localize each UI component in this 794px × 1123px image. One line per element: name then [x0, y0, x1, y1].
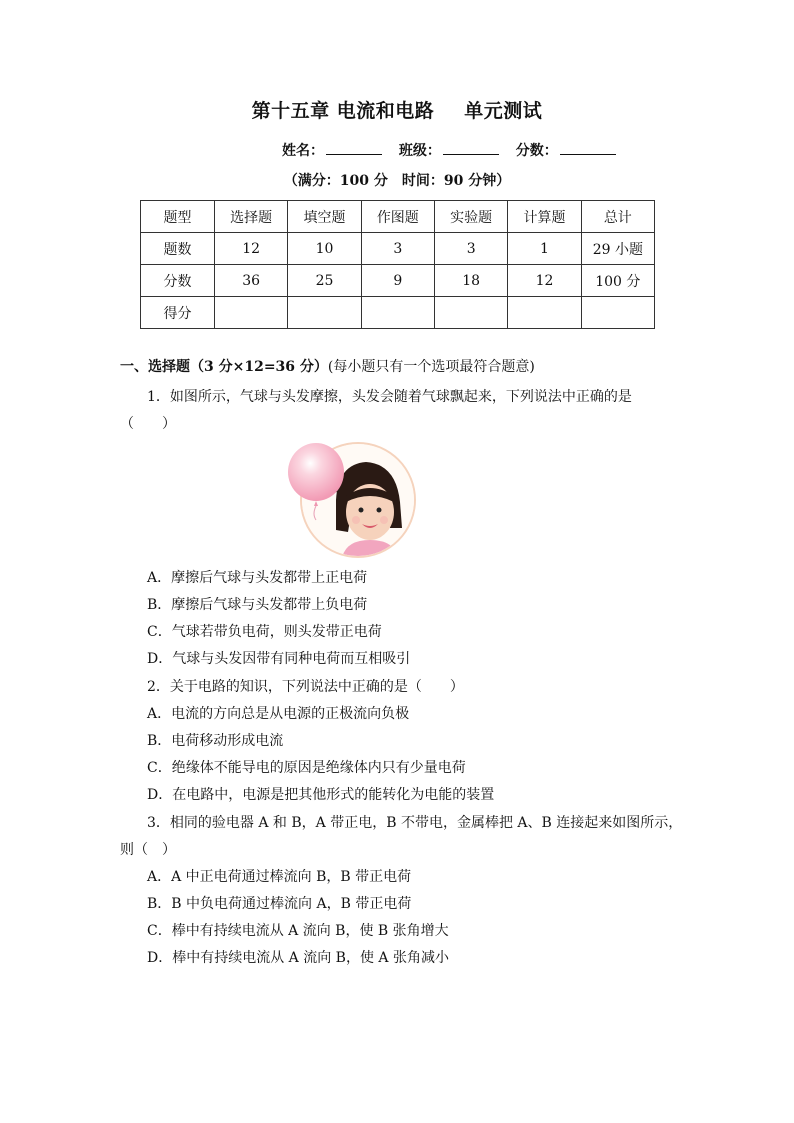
table-cell: 作图题 [361, 201, 434, 233]
section-note: (每小题只有一个选项最符合题意) [327, 359, 535, 375]
table-cell: 选择题 [215, 201, 288, 233]
question-1-option-a[interactable]: A．摩擦后气球与头发都带上正电荷 [147, 570, 368, 586]
page-title [0, 96, 794, 123]
table-row [141, 233, 655, 265]
table-cell: 12 [508, 265, 581, 297]
table-cell: 实验题 [434, 201, 507, 233]
table-cell: 10 [288, 233, 361, 265]
question-3-option-b[interactable]: B．B 中负电荷通过棒流向 A，B 带正电荷 [147, 896, 412, 912]
table-cell: 9 [361, 265, 434, 297]
table-cell: 18 [434, 265, 507, 297]
score-entry-cell[interactable] [434, 297, 507, 329]
table-cell: 3 [361, 233, 434, 265]
question-1-option-b[interactable]: B．摩擦后气球与头发都带上负电荷 [147, 597, 368, 613]
question-2-option-b[interactable]: B．电荷移动形成电流 [147, 733, 284, 749]
question-3-stem: 3．相同的验电器 A 和 B，A 带正电，B 不带电，金属棒把 A、B 连接起来如图所示， [147, 815, 683, 831]
table-cell: 1 [508, 233, 581, 265]
table-cell: 29 小题 [581, 233, 654, 265]
score-blank[interactable] [560, 142, 616, 155]
table-row [141, 265, 655, 297]
name-field: 姓名： [282, 140, 382, 160]
score-entry-cell[interactable] [508, 297, 581, 329]
table-cell: 36 [215, 265, 288, 297]
score-entry-cell[interactable] [288, 297, 361, 329]
question-2-option-d[interactable]: D．在电路中，电源是把其他形式的能转化为电能的装置 [147, 787, 495, 803]
table-cell: 分数 [141, 265, 215, 297]
score-field: 分数： [516, 140, 616, 160]
section-heading [120, 356, 535, 376]
question-1-stem-cont: （ ） [120, 416, 176, 432]
score-table [140, 200, 655, 329]
question-3-stem-cont: 则（ ） [120, 842, 176, 858]
class-blank[interactable] [443, 142, 499, 155]
name-blank[interactable] [326, 142, 382, 155]
question-1-option-d[interactable]: D．气球与头发因带有同种电荷而互相吸引 [147, 651, 411, 667]
score-entry-cell[interactable] [215, 297, 288, 329]
section-title: 一、选择题（3 分×12=36 分） [120, 359, 328, 375]
score-entry-cell[interactable] [581, 297, 654, 329]
student-info [282, 140, 628, 160]
balloon-hair-photo [286, 442, 416, 558]
table-row [141, 297, 655, 329]
question-3-option-c[interactable]: C．棒中有持续电流从 A 流向 B，使 B 张角增大 [147, 923, 449, 939]
table-cell: 100 分 [581, 265, 654, 297]
table-cell: 填空题 [288, 201, 361, 233]
question-2-option-c[interactable]: C．绝缘体不能导电的原因是绝缘体内只有少量电荷 [147, 760, 466, 776]
score-entry-cell[interactable] [361, 297, 434, 329]
table-cell: 计算题 [508, 201, 581, 233]
question-3-option-d[interactable]: D．棒中有持续电流从 A 流向 B，使 A 张角减小 [147, 950, 449, 966]
title-chapter: 第十五章 电流和电路 [251, 100, 435, 122]
class-field: 班级： [399, 140, 499, 160]
exam-meta: （满分：100 分 时间：90 分钟） [283, 173, 511, 189]
question-1-option-c[interactable]: C．气球若带负电荷，则头发带正电荷 [147, 624, 382, 640]
table-cell: 总计 [581, 201, 654, 233]
question-1-stem: 1．如图所示，气球与头发摩擦，头发会随着气球飘起来，下列说法中正确的是 [147, 389, 632, 405]
table-cell: 得分 [141, 297, 215, 329]
question-2-option-a[interactable]: A．电流的方向总是从电源的正极流向负极 [147, 706, 410, 722]
question-3-option-a[interactable]: A．A 中正电荷通过棒流向 B，B 带正电荷 [147, 869, 412, 885]
question-2-stem: 2．关于电路的知识，下列说法中正确的是（ ） [147, 679, 464, 695]
table-cell: 12 [215, 233, 288, 265]
table-cell: 题型 [141, 201, 215, 233]
table-cell: 3 [434, 233, 507, 265]
title-unit-test: 单元测试 [464, 100, 543, 122]
table-cell: 25 [288, 265, 361, 297]
table-cell: 题数 [141, 233, 215, 265]
table-row [141, 201, 655, 233]
